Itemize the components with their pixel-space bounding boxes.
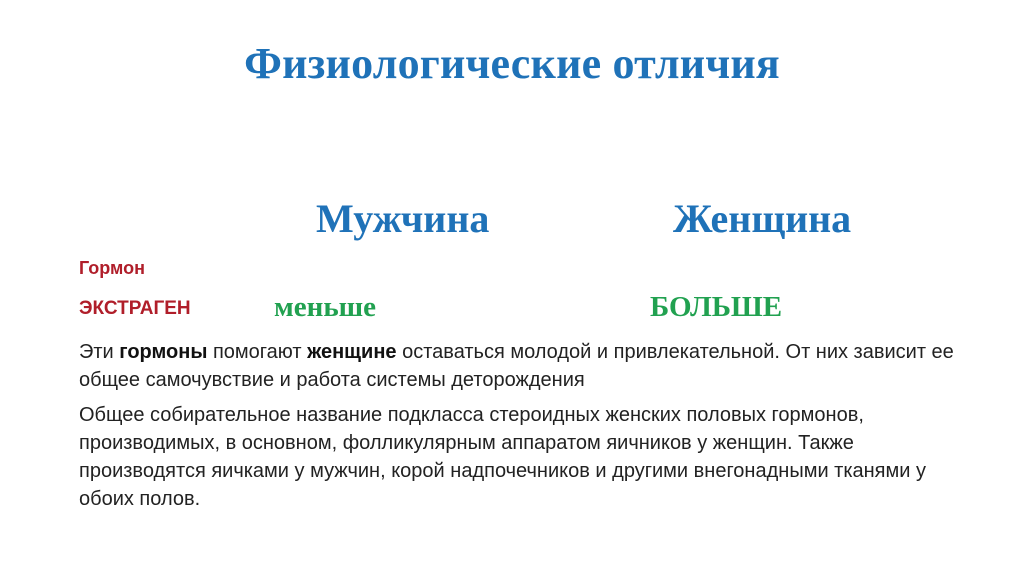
male-value: меньше [274,291,377,323]
paragraph1-text-3: оставаться молодой и привлекательной. От них зависит ее общее самочувствие и работа системы деторождения [79,341,954,391]
paragraph-definition: Общее собирательное название подкласса стероидных женских половых гормонов, производимых, в основном, фолликулярным аппаратом яичников у женщин. Также производятся яичками у мужчин, корой надпочечников и другими внегонадными тканями у обоих полов. [79,404,926,510]
column-header-female: Женщина [673,196,852,241]
hormone-name: ЭКСТРАГЕН [79,298,191,319]
column-header-male: Мужчина [316,196,490,241]
paragraph1-text-2: помогают [207,341,308,363]
paragraph-hormone-role [79,338,959,394]
paragraph1-bold-woman: женщине [307,341,397,363]
slide-title: Физиологические отличия [244,39,780,88]
female-value: БОЛЬШЕ [650,291,783,323]
hormone-label: Гормон [79,258,146,278]
paragraph1-bold-hormones: гормоны [119,341,208,363]
paragraph1-text-1: Эти [79,341,120,363]
